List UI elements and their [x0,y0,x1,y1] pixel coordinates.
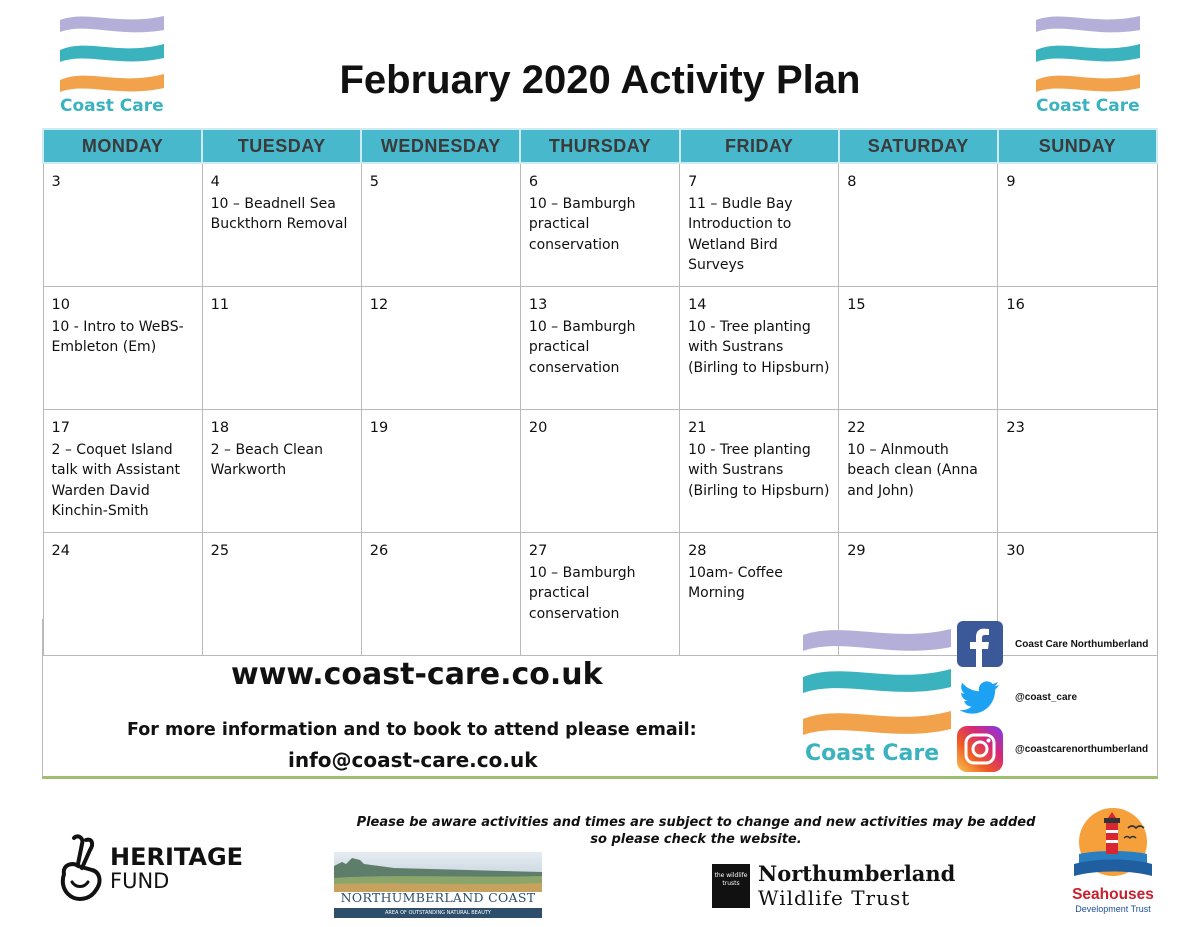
day-number: 12 [369,297,389,313]
day-number: 3 [51,174,61,190]
day-number: 11 [210,297,230,313]
coast-care-waves-icon [803,623,953,745]
day-number: 19 [369,420,389,436]
activity-event: 10 - Tree planting with Sustrans (Birling to Hipsburn) [688,441,830,499]
calendar-day-cell [839,163,998,287]
website-link[interactable]: www.coast-care.co.uk [231,657,603,692]
calendar-day-cell [520,287,679,410]
weekday-header-row [43,129,1157,163]
day-number: 28 [688,543,707,559]
calendar-day-cell [998,410,1157,533]
calendar-day-cell [520,410,679,533]
disclaimer-line: Please be aware activities and times are subject to change and new activities may be added [356,815,1036,830]
weekday-header: WEDNESDAY [361,129,520,163]
logo-label: Coast Care [1036,96,1140,116]
weekday-header: MONDAY [43,129,202,163]
instagram-link[interactable] [957,726,1148,772]
seahouses-development-trust-logo [1066,804,1160,914]
day-number: 26 [369,543,389,559]
calendar-week-row [43,287,1157,410]
logo-label: Coast Care [805,741,940,766]
wildlife-trusts-badge: the wildlife trusts [712,864,750,908]
day-number: 22 [847,420,866,436]
nwt-wordmark [758,862,955,910]
activity-event: 10am- Coffee Morning [688,564,783,601]
ncoast-name: NORTHUMBERLAND COAST [340,890,536,905]
instagram-handle: @coastcarenorthumberland [1015,743,1149,755]
calendar-day-cell [361,287,520,410]
calendar-day-cell [998,287,1157,410]
calendar-day-cell [43,410,202,533]
disclaimer [340,814,1052,848]
calendar-day-cell [520,163,679,287]
activity-event: 10 – Beadnell Sea Buckthorn Removal [210,195,348,232]
day-number: 29 [847,543,866,559]
day-number: 18 [210,420,230,436]
nwt-line-1: Northumberland [758,861,956,886]
day-number: 25 [210,543,230,559]
day-number: 9 [1006,174,1016,190]
day-number: 5 [369,174,380,190]
calendar-day-cell [202,410,361,533]
twitter-handle: @coast_care [1015,691,1078,703]
facebook-link[interactable] [957,621,1148,667]
seahouses-subtitle: Development Trust [1075,904,1151,914]
logo-label: Coast Care [60,96,164,116]
activity-event: 10 – Alnmouth beach clean (Anna and John) [847,441,978,499]
weekday-header: SUNDAY [998,129,1157,163]
activity-event: 10 - Tree planting with Sustrans (Birling to Hipsburn) [688,318,830,376]
calendar-day-cell [839,410,998,533]
day-number: 4 [210,174,220,190]
activity-event: 10 - Intro to WeBS- Embleton (Em) [51,318,184,355]
lighthouse-icon [1066,804,1160,884]
northumberland-wildlife-trust-logo [712,862,955,910]
page-title: February 2020 Activity Plan [339,58,861,102]
nwt-line-2: Wildlife Trust [758,886,911,910]
day-number: 30 [1006,543,1025,559]
twitter-link[interactable] [957,674,1077,720]
day-number: 7 [688,174,698,190]
weekday-header: THURSDAY [520,129,679,163]
heritage-line-2: FUND [110,869,170,893]
coast-care-logo-social [803,623,963,766]
activity-event: 11 – Budle Bay Introduction to Wetland Bird Surveys [688,195,793,273]
heritage-line-1: HERITAGE [110,843,244,871]
twitter-icon [957,674,1003,720]
day-number: 17 [51,420,70,436]
email-link[interactable]: info@coast-care.co.uk [288,748,538,772]
day-number: 23 [1006,420,1025,436]
day-number: 10 [51,297,70,313]
calendar-day-cell [680,163,839,287]
calendar-day-cell [680,287,839,410]
calendar-day-cell [839,287,998,410]
calendar-day-cell [202,287,361,410]
calendar-day-cell [43,287,202,410]
coastline-landscape-icon [334,852,542,892]
calendar-day-cell [202,163,361,287]
weekday-header: FRIDAY [680,129,839,163]
activity-event: 10 – Bamburgh practical conservation [528,318,636,376]
day-number: 27 [528,543,548,559]
calendar-day-cell [680,410,839,533]
weekday-header: SATURDAY [839,129,998,163]
day-number: 13 [528,297,548,313]
facebook-icon [957,621,1003,667]
day-number: 6 [528,174,539,190]
calendar-day-cell [361,410,520,533]
booking-info-text: For more information and to book to attend please email: [127,720,697,740]
heritage-fund-logo [58,834,243,904]
day-number: 15 [847,297,866,313]
calendar-day-cell [43,163,202,287]
day-number: 14 [688,297,707,313]
day-number: 21 [688,420,707,436]
calendar-week-row [43,163,1157,287]
day-number: 16 [1006,297,1025,313]
heritage-fund-wordmark [110,845,243,893]
day-number: 24 [51,543,70,559]
day-number: 8 [847,174,857,190]
crossed-fingers-icon [58,834,104,904]
seahouses-name: Seahouses [1072,886,1154,903]
activity-event: 10 – Bamburgh practical conservation [528,195,636,253]
facebook-handle: Coast Care Northumberland [1015,638,1149,650]
calendar-body [43,163,1157,656]
instagram-icon [957,726,1003,772]
activity-event: 2 – Beach Clean Warkworth [210,441,323,478]
contact-panel [42,619,1158,779]
activity-event: 10 – Bamburgh practical conservation [528,564,636,622]
calendar-day-cell [361,163,520,287]
day-number: 20 [528,420,548,436]
disclaimer-line: so please check the website. [590,832,802,847]
activity-calendar [42,128,1158,656]
northumberland-coast-aonb-logo [334,852,542,918]
calendar-day-cell [998,163,1157,287]
activity-event: 2 – Coquet Island talk with Assistant Warden David Kinchin-Smith [51,441,180,519]
calendar-week-row [43,410,1157,533]
weekday-header: TUESDAY [202,129,361,163]
ncoast-subtitle: AREA OF OUTSTANDING NATURAL BEAUTY [334,908,542,918]
